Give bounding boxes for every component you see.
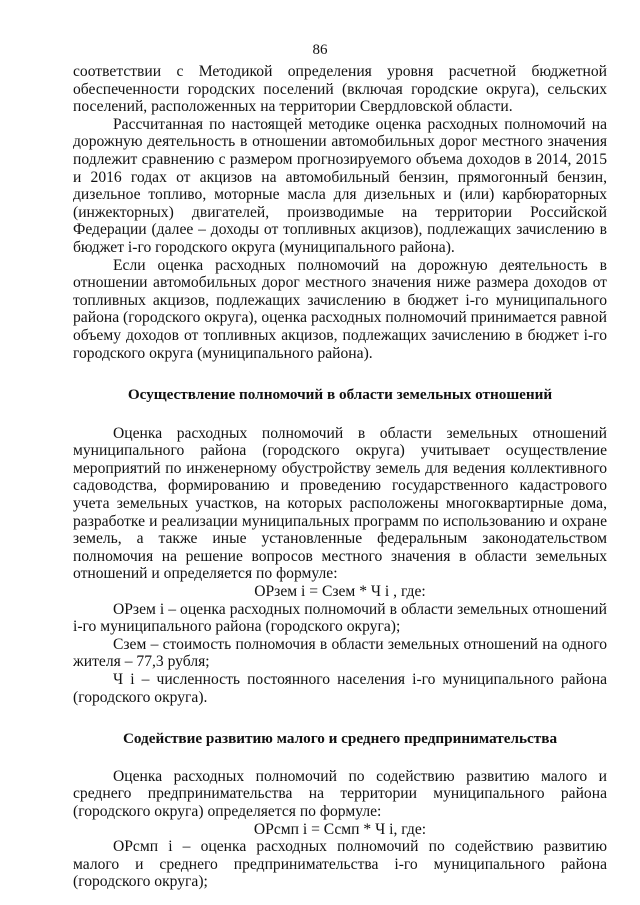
paragraph: соответствии с Методикой определения уровня расчетной бюджетной обеспеченности городских поселений (включая городские округа), сельских поселений, расположенных на территории Свердловской области. bbox=[73, 63, 607, 116]
paragraph: ОРсмп i – оценка расходных полномочий по содействию развитию малого и среднего предпринимательства i-го муниципального района (городского округа); bbox=[73, 838, 607, 891]
paragraph: ОРзем i – оценка расходных полномочий в области земельных отношений i-го муниципального района (городского округа); bbox=[73, 600, 607, 636]
page-number: 86 bbox=[312, 42, 328, 58]
document-body bbox=[73, 63, 607, 891]
section-heading: Осуществление полномочий в области земельных отношений bbox=[127, 386, 553, 404]
paragraph: Если оценка расходных полномочий на дорожную деятельность в отношении автомобильных дорог местного значения ниже размера доходов от топливных акцизов, подлежащих зачислению в бюджет i-го муниципального района (городского округа), оценка расходных полномочий принимается равной объему доходов от топливных акцизов, подлежащих зачислению в бюджет i-го городского округа (муниципального района). bbox=[73, 256, 607, 362]
paragraph: Оценка расходных полномочий в области земельных отношений муниципального района (городского округа) учитывает осуществление мероприятий по инженерному обустройству земель для ведения коллективного садоводства, формированию и проведению государственного кадастрового учета земельных участков, на которых расположены многоквартирные дома, разработке и реализации муниципальных программ по использованию и охране земель, а также иные установленные федеральным законодательством полномочия на решение вопросов местного значения в области земельных отношений и определяется по формуле: bbox=[73, 424, 607, 583]
paragraph: Оценка расходных полномочий по содействию развитию малого и среднего предпринимательства на территории муниципального района (городского округа) определяется по формуле: bbox=[73, 767, 607, 820]
formula: ОРсмп i = Ссмп * Ч i, где: bbox=[253, 820, 427, 838]
section-heading: Содействие развитию малого и среднего предпринимательства bbox=[122, 730, 558, 748]
paragraph: Сзем – стоимость полномочия в области земельных отношений на одного жителя – 77,3 рубля; bbox=[73, 635, 607, 671]
paragraph: Ч i – численность постоянного населения i-го муниципального района (городского округа). bbox=[73, 671, 607, 706]
paragraph: Рассчитанная по настоящей методике оценка расходных полномочий на дорожную деятельность в отношении автомобильных дорог местного значения подлежит сравнению с размером прогнозируемого объема доходов в 2014, 2015 и 2016 годах от акцизов на автомобильный бензин, прямогонный бензин, дизельное топливо, моторные масла для дизельных и (или) карбюраторных (инжекторных) двигателей, производимые на территории Российской Федерации (далее – доходы от топливных акцизов), подлежащих зачислению в бюджет i-го городского округа (муниципального района). bbox=[73, 115, 607, 256]
formula: ОРзем i = Сзем * Ч i , где: bbox=[254, 583, 426, 601]
